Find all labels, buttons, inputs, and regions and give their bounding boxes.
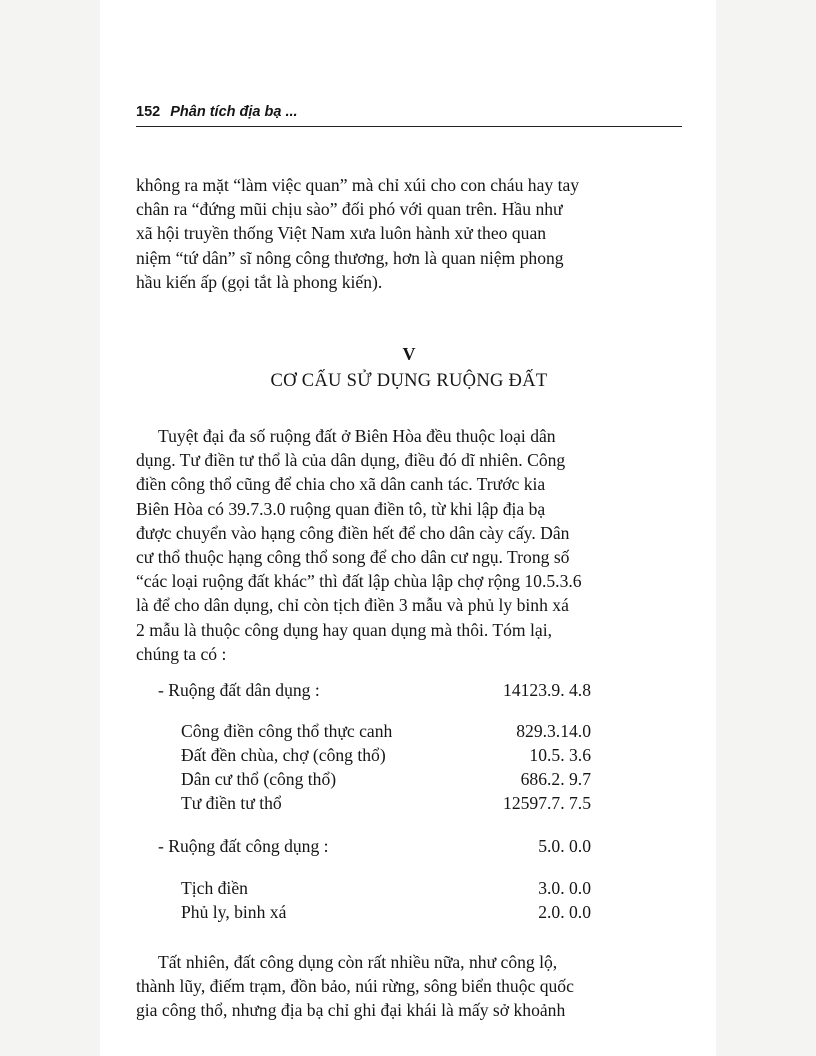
group-label: - Ruộng đất công dụng : [158, 836, 329, 856]
header-rule [136, 126, 682, 127]
row-label: Dân cư thổ (công thổ) [181, 769, 337, 789]
row-value: 12597.7. 7.5 [503, 793, 591, 813]
row-value: 10.5. 3.6 [529, 745, 591, 765]
text-line: chúng ta có : [136, 643, 227, 664]
running-header [136, 104, 682, 120]
paragraph-public-land [136, 950, 682, 1023]
row-value: 829.3.14.0 [516, 721, 591, 741]
section-number: V [402, 344, 416, 364]
group-label: - Ruộng đất dân dụng : [158, 680, 320, 700]
text-line: 2 mẫu là thuộc công dụng hay quan dụng mà thôi. Tóm lại, [136, 619, 552, 640]
text-line: thành lũy, điếm trạm, đồn bảo, núi rừng, sông biển thuộc quốc [136, 976, 574, 997]
text-line: Biên Hòa có 39.7.3.0 ruộng quan điền tô, từ khi lập địa bạ [136, 498, 546, 519]
group-total: 14123.9. 4.8 [503, 680, 591, 700]
row-label: Phủ ly, binh xá [181, 902, 287, 922]
paragraph-continued [136, 173, 682, 294]
running-title: Phân tích địa bạ ... [170, 104, 298, 120]
section-title: CƠ CẤU SỬ DỤNG RUỘNG ĐẤT [270, 371, 548, 391]
row-label: Công điền công thổ thực canh [181, 721, 393, 741]
text-line: “các loại ruộng đất khác” thì đất lập chùa lập chợ rộng 10.5.3.6 [136, 571, 582, 592]
text-line: xã hội truyền thống Việt Nam xưa luôn hành xử theo quan [136, 223, 547, 244]
text-line: hầu kiến ấp (gọi tắt là phong kiến). [136, 271, 383, 292]
text-line: niệm “tứ dân” sĩ nông công thương, hơn là quan niệm phong [136, 247, 564, 268]
text-line: gia công thổ, nhưng địa bạ chỉ ghi đại khái là mấy sở khoảnh [136, 1000, 566, 1021]
text-line: là để cho dân dụng, chỉ còn tịch điền 3 mẫu và phủ ly binh xá [136, 595, 569, 616]
row-value: 2.0. 0.0 [538, 902, 591, 922]
paragraph-land-use [136, 424, 682, 666]
text-line: được chuyển vào hạng công điền hết để cho dân cày cấy. Dân [136, 522, 570, 543]
text-line: chân ra “đứng mũi chịu sào” đối phó với quan trên. Hầu như [136, 199, 563, 220]
text-line: Tất nhiên, đất công dụng còn rất nhiều nữa, như công lộ, [158, 952, 558, 972]
row-label: Tịch điền [181, 878, 248, 898]
row-label: Tư điền tư thổ [181, 793, 282, 813]
text-line: cư thổ thuộc hạng công thổ song để cho dân cư ngụ. Trong số [136, 547, 570, 568]
page-number: 152 [136, 104, 161, 120]
group-total: 5.0. 0.0 [538, 836, 591, 856]
row-label: Đất đền chùa, chợ (công thổ) [181, 745, 386, 765]
text-line: Tuyệt đại đa số ruộng đất ở Biên Hòa đều thuộc loại dân [158, 426, 556, 446]
text-line: dụng. Tư điền tư thổ là của dân dụng, điều đó dĩ nhiên. Công [136, 450, 566, 471]
row-value: 3.0. 0.0 [538, 878, 591, 898]
text-line: điền công thổ cũng để chia cho xã dân canh tác. Trước kia [136, 474, 546, 495]
text-line: không ra mặt “làm việc quan” mà chỉ xúi cho con cháu hay tay [136, 175, 580, 195]
row-value: 686.2. 9.7 [520, 769, 591, 789]
